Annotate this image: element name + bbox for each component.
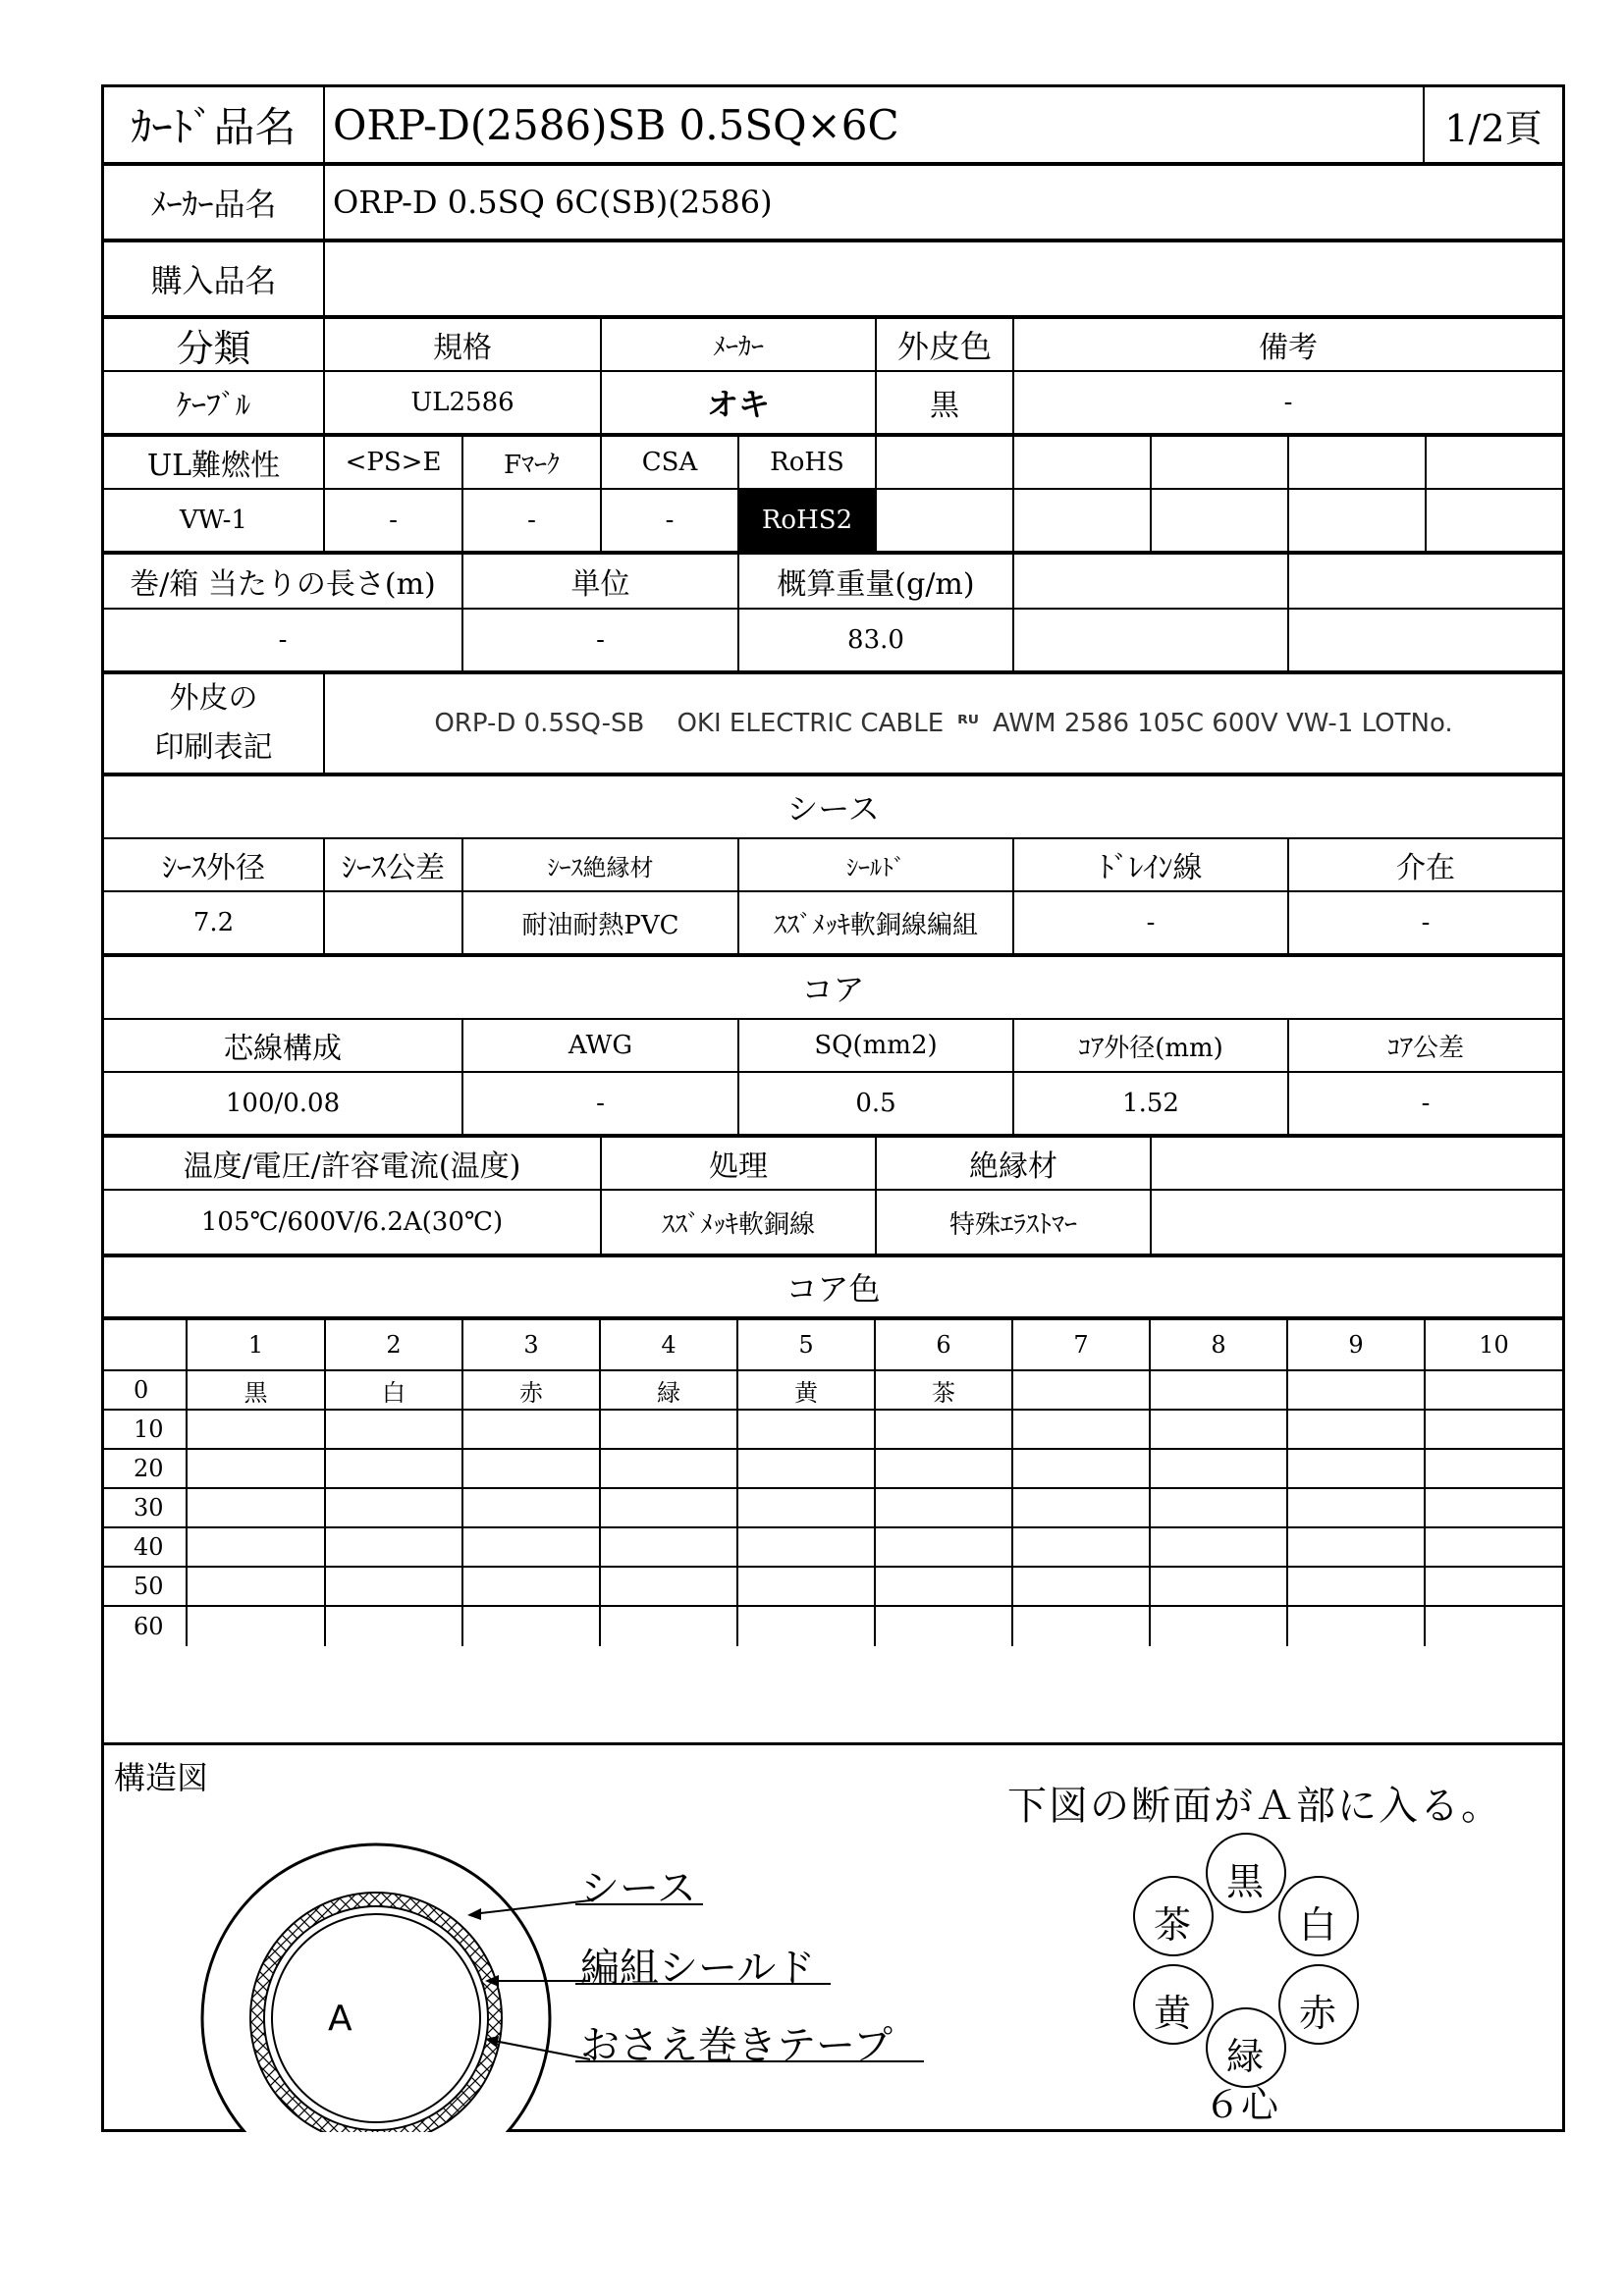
page-number: 1/2頁 (1444, 106, 1543, 150)
core-value2-blank (1152, 1191, 1562, 1254)
core-color-cell (738, 1568, 876, 1605)
core-color-cell (1013, 1607, 1151, 1646)
std-pse-value: - (325, 490, 463, 551)
core-color-cell (1013, 1411, 1151, 1448)
core-color-cell (1426, 1371, 1562, 1409)
std-rohs-value: RoHS2 (739, 490, 877, 551)
core-color-cell (188, 1411, 326, 1448)
core-color-cell (188, 1528, 326, 1566)
core-header-sq: SQ(mm2) (739, 1020, 1014, 1071)
purchase-name-row (104, 242, 1562, 319)
core-color-cell (1426, 1528, 1562, 1566)
std-value-blank-5 (1427, 490, 1562, 551)
core-color-cell (601, 1489, 738, 1526)
core-color-cell (876, 1568, 1013, 1605)
maker-name-row (104, 166, 1562, 242)
length-value-row (104, 610, 1562, 674)
core-color-cell (738, 1607, 876, 1646)
core-label-4: 緑 (1226, 2035, 1265, 2078)
core-color-column-header: 1 (188, 1320, 326, 1369)
sheath-header-row (104, 839, 1562, 892)
core-color-row (104, 1568, 1562, 1607)
spec-maker: オキ (602, 372, 877, 433)
core-header-od: ｺｱ外径(mm) (1014, 1020, 1289, 1071)
core-color-cell (326, 1528, 463, 1566)
spec-header-standard: 規格 (325, 319, 602, 370)
core-color-cell (188, 1607, 326, 1646)
core-color-cell (1151, 1411, 1288, 1448)
structure-section (104, 1742, 1562, 2129)
spec-category: ｹｰﾌﾞﾙ (104, 372, 325, 433)
core-header-rating: 温度/電圧/許容電流(温度) (104, 1138, 602, 1189)
std-header-blank-2 (1014, 437, 1152, 488)
sheath-header-tolerance: ｼｰｽ公差 (325, 839, 463, 890)
length-value-blank-1 (1014, 610, 1289, 670)
core-color-column-header: 10 (1479, 1331, 1509, 1359)
core-color-title: コア色 (785, 1270, 881, 1308)
core-color-cell (326, 1450, 463, 1487)
core-header-strand: 芯線構成 (104, 1020, 463, 1071)
std-fmark-value: - (463, 490, 602, 551)
standards-value-row (104, 490, 1562, 555)
length-header-unit: 単位 (463, 555, 739, 608)
core-value2-row (104, 1191, 1562, 1257)
core-count: ６心 (1204, 2083, 1279, 2126)
standards-header-row (104, 437, 1562, 490)
length-header-row (104, 555, 1562, 610)
std-value-blank-4 (1289, 490, 1427, 551)
sheath-title: シース (786, 790, 880, 828)
core-color-cell (463, 1450, 601, 1487)
print-marking-label (104, 674, 325, 773)
sheath-material: 耐油耐熱PVC (463, 892, 739, 953)
core-color-cell (188, 1568, 326, 1605)
maker-name-label: ﾒｰｶｰ品名 (104, 166, 325, 239)
core-title-row (104, 957, 1562, 1020)
spec-jacket-color: 黒 (877, 372, 1014, 433)
core-color-cell (1151, 1528, 1288, 1566)
sheath-header-material: ｼｰｽ絶縁材 (463, 839, 739, 890)
core-color-column-header: 3 (463, 1320, 601, 1369)
core-awg: - (463, 1073, 739, 1134)
purchase-name-label: 購入品名 (104, 242, 325, 315)
spec-standard: UL2586 (325, 372, 602, 433)
core-color-cell (1288, 1450, 1426, 1487)
core-color-cell: 白 (326, 1371, 463, 1409)
core-color-cell (738, 1450, 876, 1487)
core-color-cell (326, 1489, 463, 1526)
core-color-row (104, 1528, 1562, 1568)
core-color-cell (463, 1568, 601, 1605)
core-color-cell (326, 1607, 463, 1646)
core-color-row-index: 40 (104, 1528, 188, 1566)
core-color-cell (738, 1411, 876, 1448)
core-color-cell (1151, 1371, 1288, 1409)
std-header-csa: CSA (602, 437, 739, 488)
spec-value-row (104, 372, 1562, 437)
print-marking-text (325, 674, 1562, 773)
core-tolerance: - (1421, 1089, 1431, 1118)
spec-header-jacket-color: 外皮色 (877, 319, 1014, 370)
section-label-a: A (328, 1999, 352, 2039)
core-color-cell (1288, 1607, 1426, 1646)
core-label-5: 黄 (1154, 1992, 1192, 2035)
std-header-blank-4 (1289, 437, 1427, 488)
core-header2-blank (1152, 1138, 1562, 1189)
core-color-row (104, 1411, 1562, 1450)
std-value-blank-2 (1014, 490, 1152, 551)
core-color-cell (1151, 1450, 1288, 1487)
purchase-name-value (325, 242, 1562, 315)
core-color-cell (1426, 1411, 1562, 1448)
core-title: コア (801, 971, 865, 1008)
length-per-roll: - (104, 610, 463, 670)
core-label-1: 黒 (1226, 1860, 1265, 1903)
std-header-ul: UL難燃性 (104, 437, 325, 488)
core-color-cell (1426, 1607, 1562, 1646)
sheath-od: 7.2 (104, 892, 325, 953)
core-color-title-row (104, 1257, 1562, 1320)
length-weight: 83.0 (739, 610, 1014, 670)
core-color-cell (601, 1411, 738, 1448)
core-color-cell (876, 1528, 1013, 1566)
std-header-fmark: Fﾏｰｸ (463, 437, 602, 488)
core-color-cell (1013, 1568, 1151, 1605)
core-color-column-header: 2 (326, 1320, 463, 1369)
core-color-column-header: 8 (1151, 1320, 1288, 1369)
spec-header-remarks: 備考 (1259, 331, 1318, 365)
core-color-cell (738, 1489, 876, 1526)
print-label-line1: 外皮の (169, 681, 258, 716)
core-color-cell (463, 1411, 601, 1448)
core-area-circle (272, 1914, 480, 2122)
sheath-header-drain: ﾄﾞﾚｲﾝ線 (1014, 839, 1289, 890)
card-name-row (104, 87, 1562, 166)
core-color-cell (1013, 1450, 1151, 1487)
core-color-cell (463, 1528, 601, 1566)
core-header-treatment: 処理 (602, 1138, 877, 1189)
sheath-tolerance (325, 892, 463, 953)
std-value-blank-1 (877, 490, 1014, 551)
callout-braid-shield: 編組シールド (580, 1946, 816, 1991)
callout-binding-tape: おさえ巻きテープ (580, 2023, 893, 2068)
length-header-blank-2 (1289, 555, 1562, 608)
sheath-header-filler: 介在 (1396, 851, 1455, 885)
core-color-cell (1426, 1489, 1562, 1526)
core-sq: 0.5 (739, 1073, 1014, 1134)
core-color-cell (1013, 1528, 1151, 1566)
core-color-cell (601, 1528, 738, 1566)
core-color-cell (1288, 1568, 1426, 1605)
cable-spec-sheet (101, 84, 1565, 2132)
core-color-cell (1288, 1528, 1426, 1566)
core-color-row (104, 1489, 1562, 1528)
length-header-blank-1 (1014, 555, 1289, 608)
print-marking-row (104, 674, 1562, 776)
length-value-blank-2 (1289, 610, 1562, 670)
core-rating: 105℃/600V/6.2A(30℃) (104, 1191, 602, 1254)
core-color-column-header: 9 (1288, 1320, 1426, 1369)
std-header-blank-1 (877, 437, 1014, 488)
core-color-cell (876, 1450, 1013, 1487)
core-header-tolerance: ｺｱ公差 (1386, 1033, 1464, 1063)
core-color-cell (1426, 1450, 1562, 1487)
core-color-row-index: 10 (104, 1411, 188, 1448)
print-text-left: ORP-D 0.5SQ-SB OKI ELECTRIC CABLE (434, 709, 945, 738)
sheath-title-row (104, 776, 1562, 839)
core-color-cell (601, 1450, 738, 1487)
ul-recognized-mark-icon: ᴿᵁ (957, 711, 980, 736)
sheath-drain: - (1014, 892, 1289, 953)
std-header-blank-5 (1427, 437, 1562, 488)
core-color-cell (1288, 1411, 1426, 1448)
core-color-cell (463, 1489, 601, 1526)
sheath-header-shield: ｼｰﾙﾄﾞ (739, 839, 1014, 890)
spec-remarks: - (1283, 388, 1293, 417)
std-header-rohs: RoHS (739, 437, 877, 488)
length-header-per-roll: 巻/箱 当たりの長さ(m) (104, 555, 463, 608)
core-color-cell (326, 1568, 463, 1605)
core-color-cell (876, 1489, 1013, 1526)
card-name-label: ｶｰﾄﾞ品名 (104, 87, 325, 162)
core-color-cell (1151, 1489, 1288, 1526)
core-color-cell (1151, 1568, 1288, 1605)
std-csa-value: - (602, 490, 739, 551)
core-color-cell (1013, 1489, 1151, 1526)
core-color-cell: 黄 (738, 1371, 876, 1409)
length-header-weight: 概算重量(g/m) (739, 555, 1014, 608)
core-insulation: 特殊ｴﾗｽﾄﾏｰ (877, 1191, 1152, 1254)
core-color-row-index: 0 (104, 1371, 188, 1409)
spec-header-row (104, 319, 1562, 372)
core-treatment: ｽｽﾞﾒｯｷ軟銅線 (602, 1191, 877, 1254)
core-color-table (104, 1320, 1562, 1742)
core-color-row (104, 1607, 1562, 1646)
std-header-blank-3 (1152, 437, 1289, 488)
core-od: 1.52 (1014, 1073, 1289, 1134)
core-color-cell (876, 1411, 1013, 1448)
card-name-value: ORP-D(2586)SB 0.5SQ×6C (325, 87, 1425, 162)
length-unit: - (463, 610, 739, 670)
core-header-awg: AWG (463, 1020, 739, 1071)
std-header-pse: <PS>E (325, 437, 463, 488)
core-color-row-index: 30 (104, 1489, 188, 1526)
core-color-row (104, 1371, 1562, 1411)
std-ul-value: VW-1 (104, 490, 325, 551)
core-color-cell: 黒 (188, 1371, 326, 1409)
core-strand: 100/0.08 (104, 1073, 463, 1134)
print-label-line2: 印刷表記 (154, 730, 273, 765)
core-color-row (104, 1450, 1562, 1489)
structure-title: 構造図 (114, 1759, 209, 1796)
core-color-cell (738, 1528, 876, 1566)
structure-note: 下図の断面がＡ部に入る。 (1007, 1784, 1502, 1829)
spec-header-maker: ﾒｰｶｰ (602, 319, 877, 370)
core-color-corner (104, 1320, 188, 1369)
sheath-value-row (104, 892, 1562, 957)
core-color-cell (1288, 1371, 1426, 1409)
core-color-cell (1151, 1607, 1288, 1646)
core-label-3: 赤 (1299, 1992, 1337, 2035)
core-color-row-index: 50 (104, 1568, 188, 1605)
sheath-shield: ｽｽﾞﾒｯｷ軟銅線編組 (739, 892, 1014, 953)
core-color-cell: 緑 (601, 1371, 738, 1409)
core-color-cell: 茶 (876, 1371, 1013, 1409)
core-color-header-row (104, 1320, 1562, 1371)
core-color-column-header: 6 (876, 1320, 1013, 1369)
core-color-cell (1013, 1371, 1151, 1409)
core-header-insulation: 絶縁材 (877, 1138, 1152, 1189)
sheath-header-od: ｼｰｽ外径 (104, 839, 325, 890)
core-color-cell (1426, 1568, 1562, 1605)
cable-cross-section-drawing (104, 1745, 1562, 2132)
core-color-column-header: 4 (601, 1320, 738, 1369)
core-color-cell (876, 1607, 1013, 1646)
core-header-row (104, 1020, 1562, 1073)
spec-header-category: 分類 (104, 319, 325, 370)
print-text-right: AWM 2586 105C 600V VW-1 LOTNo. (993, 709, 1453, 738)
core-label-6: 茶 (1154, 1903, 1192, 1947)
core-color-cell: 赤 (463, 1371, 601, 1409)
core-color-cell (1288, 1489, 1426, 1526)
core-color-cell (326, 1411, 463, 1448)
core-label-2: 白 (1299, 1903, 1337, 1947)
core-color-cell (188, 1450, 326, 1487)
core-color-row-index: 60 (104, 1607, 188, 1646)
core-value-row (104, 1073, 1562, 1138)
core-color-column-header: 7 (1013, 1320, 1151, 1369)
maker-name-value: ORP-D 0.5SQ 6C(SB)(2586) (333, 184, 773, 221)
std-value-blank-3 (1152, 490, 1289, 551)
core-color-cell (463, 1607, 601, 1646)
core-color-row-index: 20 (104, 1450, 188, 1487)
core-header2-row (104, 1138, 1562, 1191)
core-color-cell (601, 1568, 738, 1605)
core-color-cell (601, 1607, 738, 1646)
core-color-column-header: 5 (738, 1320, 876, 1369)
sheath-filler: - (1421, 908, 1431, 937)
core-color-cell (188, 1489, 326, 1526)
callout-sheath: シース (580, 1866, 696, 1911)
